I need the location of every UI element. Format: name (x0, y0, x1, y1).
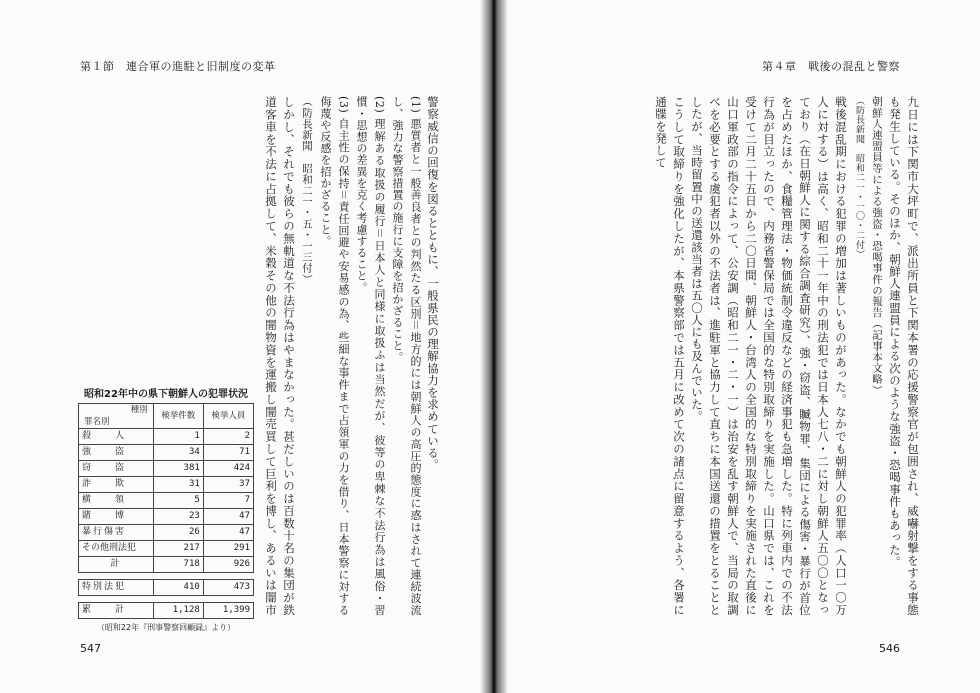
subtotal-count: 718 (153, 557, 203, 573)
col-header-persons: 検挙人員 (203, 404, 253, 429)
row-count: 23 (153, 509, 203, 525)
row-label: 横 領 (79, 493, 154, 509)
row-persons: 7 (203, 493, 253, 509)
left-page-number: 547 (80, 642, 101, 655)
table-title: 昭和22年中の県下朝鮮人の犯罪状況 (84, 389, 248, 400)
table-subtotal-row (79, 557, 254, 573)
row-persons: 37 (203, 477, 253, 493)
left-body-text (262, 96, 442, 616)
right-running-head: 第４章 戦後の混乱と警察 (762, 60, 900, 73)
left-list-item-3: (3) 自主性の保持＝責任回避や安易感の為、些細な事件まで占領軍の力を借り、日本警察に対する侮蔑や反感を招かざること。 (319, 96, 350, 616)
row-label: 賭 博 (79, 509, 154, 525)
right-page (490, 0, 980, 693)
special-persons: 473 (203, 580, 253, 596)
stats-table (78, 403, 254, 619)
left-citation: （防長新聞 昭和二一・五・一三付） (301, 96, 313, 285)
special-count: 410 (153, 580, 203, 596)
left-paragraph-2: しかし、それでも彼らの無軌道な不法行為はやまなかった。甚だしいのは百数十名の集団が鉄道客車を不法に占拠して、米穀その他の闇物資を運搬し闇売買して巨利を博し、あるいは闇市 (264, 96, 296, 616)
right-paragraph-2: 戦後混乱期における犯罪の増加は著しいものがあった。なかでも朝鮮人の犯罪率（人口一〇万人に対する）は高く、昭和二十一年中の刑法犯では日本人七八・二に対し朝鮮人五〇〇となっており（在日朝鮮人に関する綜合調査研究）、強・窃盗、贓物罪、集団による傷害・暴行が首位を占めたほか、食糧管理法・物価統制令違反などの経済事犯も急増した。特に列車内での不法行為が目立ったので、内務省警保局では全国的な特別取締りを実施した。山口県では、これを受けて二月二十五日から二〇日間、朝鮮人・台湾人の全国的な特別取締りを実施された直後に山口軍政部の指令によって、公安調（昭和二一・二・一）は治安を乱す朝鮮人で、当局の取調べを必要とする虞犯者以外の不法者は、進駐軍と協力して直ちに本国送還の措置をとることとしたが、当時留置中の送還該当者は五〇人にも及んでいた。 (690, 96, 848, 616)
row-label: 暴行傷害 (79, 525, 154, 541)
right-paragraph-3: こうして取締りを強化したが、本県警察部では五月に改めて次の諸点に留意するよう、各署に通牒を発して (654, 96, 686, 616)
table-row (79, 493, 254, 509)
row-persons: 291 (203, 541, 253, 557)
table-row (79, 477, 254, 493)
row-count: 217 (153, 541, 203, 557)
table-row (79, 509, 254, 525)
row-count: 26 (153, 525, 203, 541)
table-row (79, 525, 254, 541)
total-count: 1,128 (153, 603, 203, 619)
left-paragraph-1: 警察威信の回復を図るとともに、一般県民の理解協力を求めている。 (426, 96, 440, 472)
row-label: 窃 盗 (79, 461, 154, 477)
row-label: その他刑法犯 (79, 541, 154, 557)
total-label: 累 計 (79, 603, 154, 619)
crime-statistics-table (78, 385, 254, 633)
row-label: 殺 人 (79, 429, 154, 445)
table-total-row (79, 603, 254, 619)
table-source: （昭和22年『刑事警察回顧録』より） (96, 623, 236, 632)
subtotal-persons: 926 (203, 557, 253, 573)
right-quoted-report: 朝鮮人連盟員等による強盗・恐喝事件の報告（記事本文略） (871, 96, 883, 396)
table-row (79, 541, 254, 557)
row-label: 強 盗 (79, 445, 154, 461)
left-list-item-2: (2) 理解ある取扱の履行＝日本人と同様に取扱ふは当然だが、彼等の卑棘な不法行為は風俗・習慣・思想の差異を克く考慮すること。 (355, 96, 386, 616)
row-count: 1 (153, 429, 203, 445)
row-persons: 47 (203, 509, 253, 525)
row-count: 5 (153, 493, 203, 509)
left-list-item-1: (1) 悪質者と一般善良者との判然たる区別＝地方的には朝鮮人の高圧的態度に惑はされて連続波流し、強力な警察措置の施行に支障を招かざること。 (391, 96, 422, 616)
row-persons: 47 (203, 525, 253, 541)
corner-bottom-label: 罪名別 (84, 417, 110, 427)
total-persons: 1,399 (203, 603, 253, 619)
right-page-number: 546 (879, 642, 900, 655)
row-count: 381 (153, 461, 203, 477)
right-citation: （防長新聞 昭和二一・一〇・二付） (854, 96, 864, 260)
row-persons: 71 (203, 445, 253, 461)
left-running-head: 第１節 連合軍の進駐と旧制度の変革 (80, 60, 276, 73)
row-count: 34 (153, 445, 203, 461)
corner-top-label: 種別 (130, 405, 148, 415)
right-body-text (552, 96, 922, 616)
table-row (79, 429, 254, 445)
row-persons: 424 (203, 461, 253, 477)
table-spacer (79, 596, 254, 603)
table-row (79, 461, 254, 477)
table-header-row (79, 404, 254, 429)
table-special-row (79, 580, 254, 596)
table-corner-cell (79, 404, 154, 429)
table-row (79, 445, 254, 461)
subtotal-label: 計 (79, 557, 154, 573)
table-spacer (79, 573, 254, 580)
row-label: 詐 欺 (79, 477, 154, 493)
row-count: 31 (153, 477, 203, 493)
col-header-count: 検挙件数 (153, 404, 203, 429)
row-persons: 2 (203, 429, 253, 445)
special-label: 特別法犯 (79, 580, 154, 596)
right-paragraph-1: 九日には下関市大坪町で、派出所員と下関本署の応援警察官が包囲され、威嚇射撃をする事態も発生している。そのほか、朝鮮人連盟員による次のような強盗・恐喝事件もあった。 (888, 96, 920, 616)
